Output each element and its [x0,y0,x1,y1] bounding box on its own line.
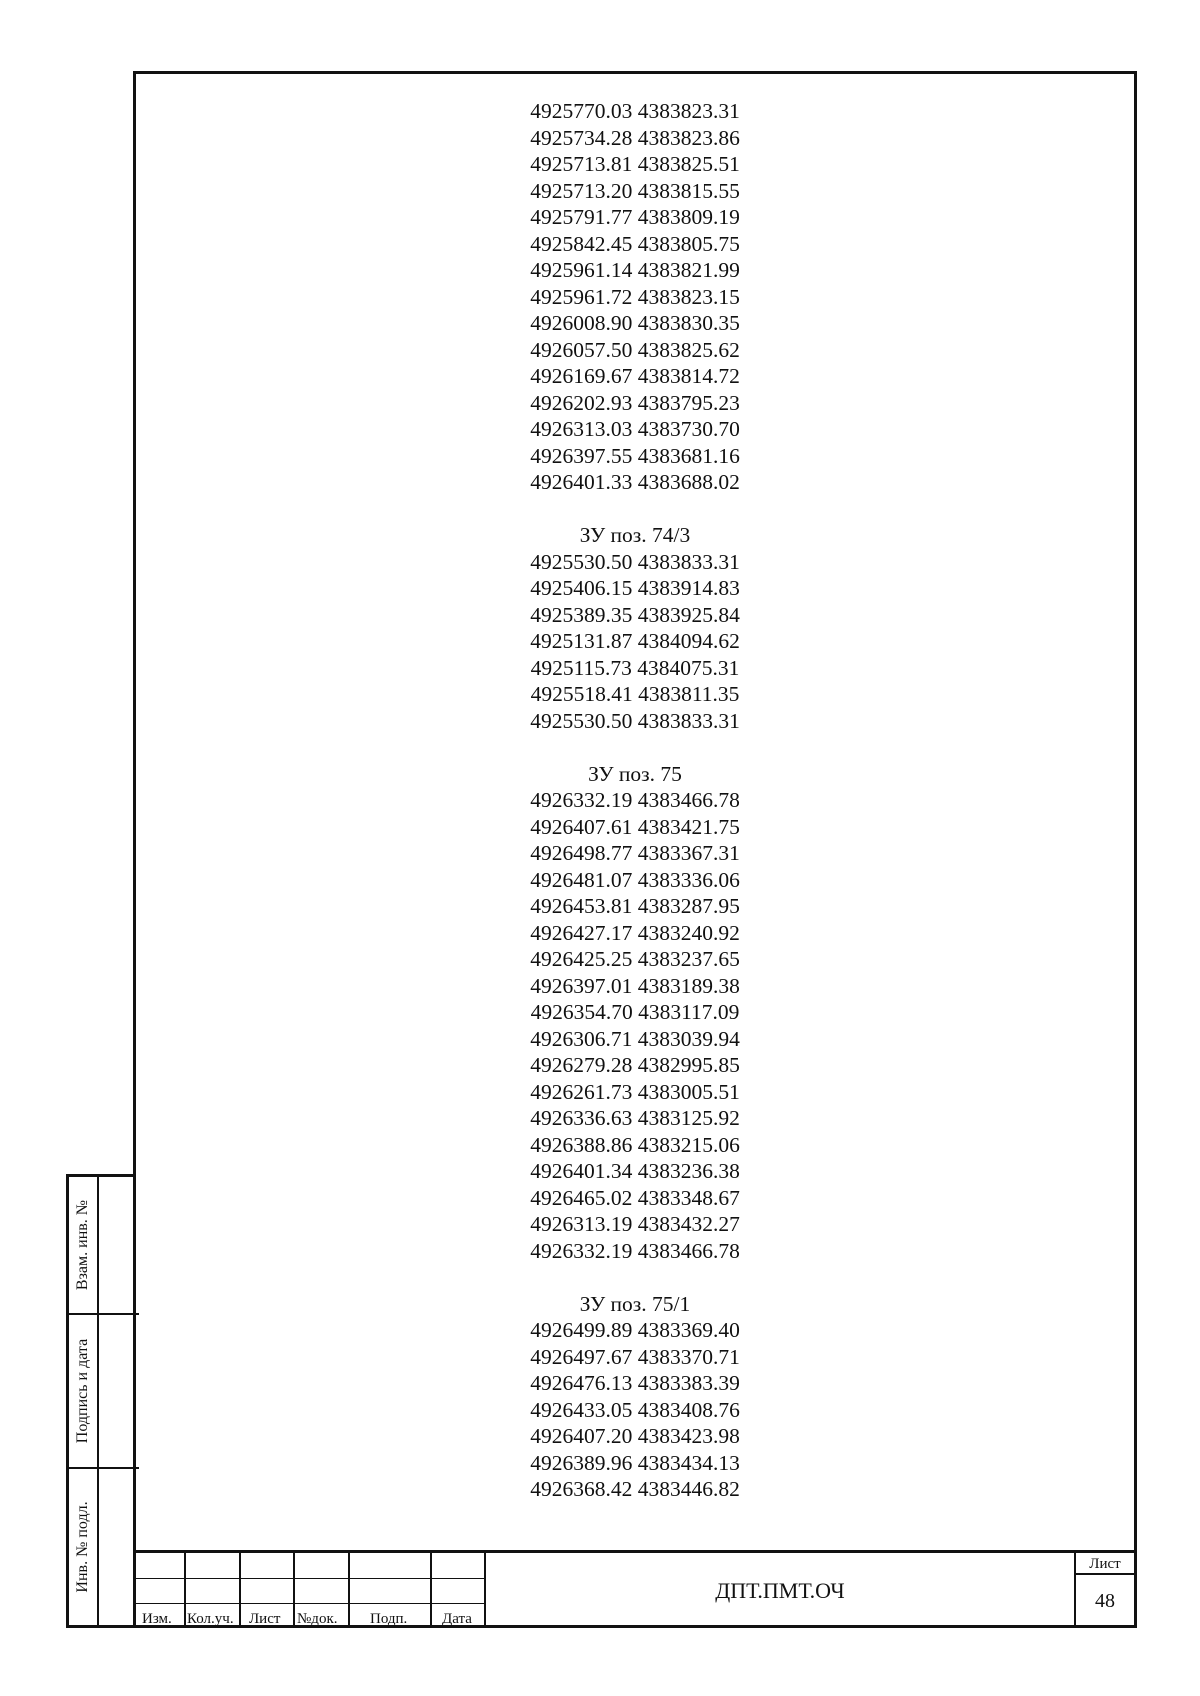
coordinate-line: 4926332.19 4383466.78 [530,788,740,812]
coordinate-line: 4926498.77 4383367.31 [530,841,740,865]
title-block-label-izm: Изм. [142,1611,172,1627]
coordinate-line: 4926476.13 4383383.39 [530,1371,740,1395]
coordinate-line: 4926407.20 4383423.98 [530,1424,740,1448]
coordinate-line: 4926401.34 4383236.38 [530,1159,740,1183]
coordinate-line: 4925961.72 4383823.15 [530,284,740,309]
coordinate-line: 4925961.14 4383821.99 [530,258,740,282]
coordinate-line: 4926306.71 4383039.94 [530,1026,740,1051]
coordinate-line: 4925734.28 4383823.86 [530,125,740,150]
coordinate-line: 4926336.63 4383125.92 [530,1106,740,1130]
title-block-label-ndok: №док. [297,1611,338,1627]
side-stamp-podpis [69,1315,139,1469]
coordinate-line: 4925406.15 4383914.83 [530,576,740,600]
sheet-label: Лист [1076,1553,1134,1575]
coordinate-line: 4926368.42 4383446.82 [530,1477,740,1501]
section-heading: ЗУ поз. 74/3 [579,523,691,547]
coordinate-line: 4926354.70 4383117.09 [530,1000,740,1024]
title-block-label-list: Лист [249,1611,281,1627]
side-stamp-podpis-label: Подпись и дата [74,1338,91,1444]
coordinate-line: 4926332.19 4383466.78 [530,1238,740,1263]
coordinate-line: 4926481.07 4383336.06 [530,867,740,892]
coordinate-line: 4926169.67 4383814.72 [530,364,740,388]
coordinate-line: 4926465.02 4383348.67 [530,1185,740,1210]
side-stamp-vzam [69,1177,139,1315]
coordinate-line: 4925770.03 4383823.31 [530,99,740,123]
document-code: ДПТ.ПМТ.ОЧ [486,1553,1076,1628]
title-block-label-data: Дата [442,1611,472,1627]
coordinate-line: 4926008.90 4383830.35 [530,311,740,335]
coordinate-line: 4926497.67 4383370.71 [530,1344,740,1369]
section-heading: ЗУ поз. 75 [588,761,682,786]
coordinate-line: 4926499.89 4383369.40 [530,1318,740,1342]
coordinate-line: 4925713.81 4383825.51 [530,152,740,176]
coordinate-line: 4926057.50 4383825.62 [530,337,740,362]
coordinate-line: 4925530.50 4383833.31 [530,549,740,574]
side-stamp-inv [69,1469,139,1625]
coordinate-line: 4926453.81 4383287.95 [530,894,740,918]
sheet-number: 48 [1095,1590,1115,1612]
title-block-label-kol: Кол.уч. [187,1611,234,1627]
title-block-label-podp: Подп. [370,1611,408,1627]
title-block-grid [133,1553,486,1628]
side-stamp-vzam-label: Взам. инв. № [74,1199,91,1291]
blank-line [133,1264,1137,1291]
coordinate-line: 4925389.35 4383925.84 [530,602,740,627]
blank-line [133,734,1137,761]
coordinate-line: 4926397.55 4383681.16 [530,443,740,468]
coordinate-line: 4926313.19 4383432.27 [530,1212,740,1236]
blank-line [133,496,1137,523]
sheet-box [1076,1553,1134,1628]
coordinate-line: 4926425.25 4383237.65 [530,947,740,971]
coordinate-line: 4926202.93 4383795.23 [530,390,740,415]
coordinate-line: 4925713.20 4383815.55 [530,178,740,203]
coordinate-line: 4926313.03 4383730.70 [530,417,740,441]
coordinate-line: 4926427.17 4383240.92 [530,920,740,945]
coordinate-line: 4926261.73 4383005.51 [530,1079,740,1104]
side-stamp [66,1174,136,1628]
side-stamp-inv-label: Инв. № подл. [74,1501,91,1593]
coordinate-line: 4925131.87 4384094.62 [530,629,740,653]
coordinate-line: 4925115.73 4384075.31 [530,655,740,680]
coordinate-line: 4925791.77 4383809.19 [530,205,740,229]
section-heading: ЗУ поз. 75/1 [579,1291,691,1316]
coordinate-line: 4925530.50 4383833.31 [530,708,740,733]
coordinate-line: 4926401.33 4383688.02 [530,470,740,494]
coordinate-line: 4926407.61 4383421.75 [530,814,740,839]
coordinate-line: 4926397.01 4383189.38 [530,973,740,998]
title-block [133,1550,1137,1628]
coordinate-line: 4926279.28 4382995.85 [530,1053,740,1077]
coordinate-line: 4925842.45 4383805.75 [530,231,740,256]
coordinate-line: 4925518.41 4383811.35 [530,682,740,706]
coordinate-line: 4926388.86 4383215.06 [530,1132,740,1157]
coordinate-line: 4926389.96 4383434.13 [530,1450,740,1475]
coordinate-line: 4926433.05 4383408.76 [530,1397,740,1422]
coordinate-list [133,98,1137,1503]
